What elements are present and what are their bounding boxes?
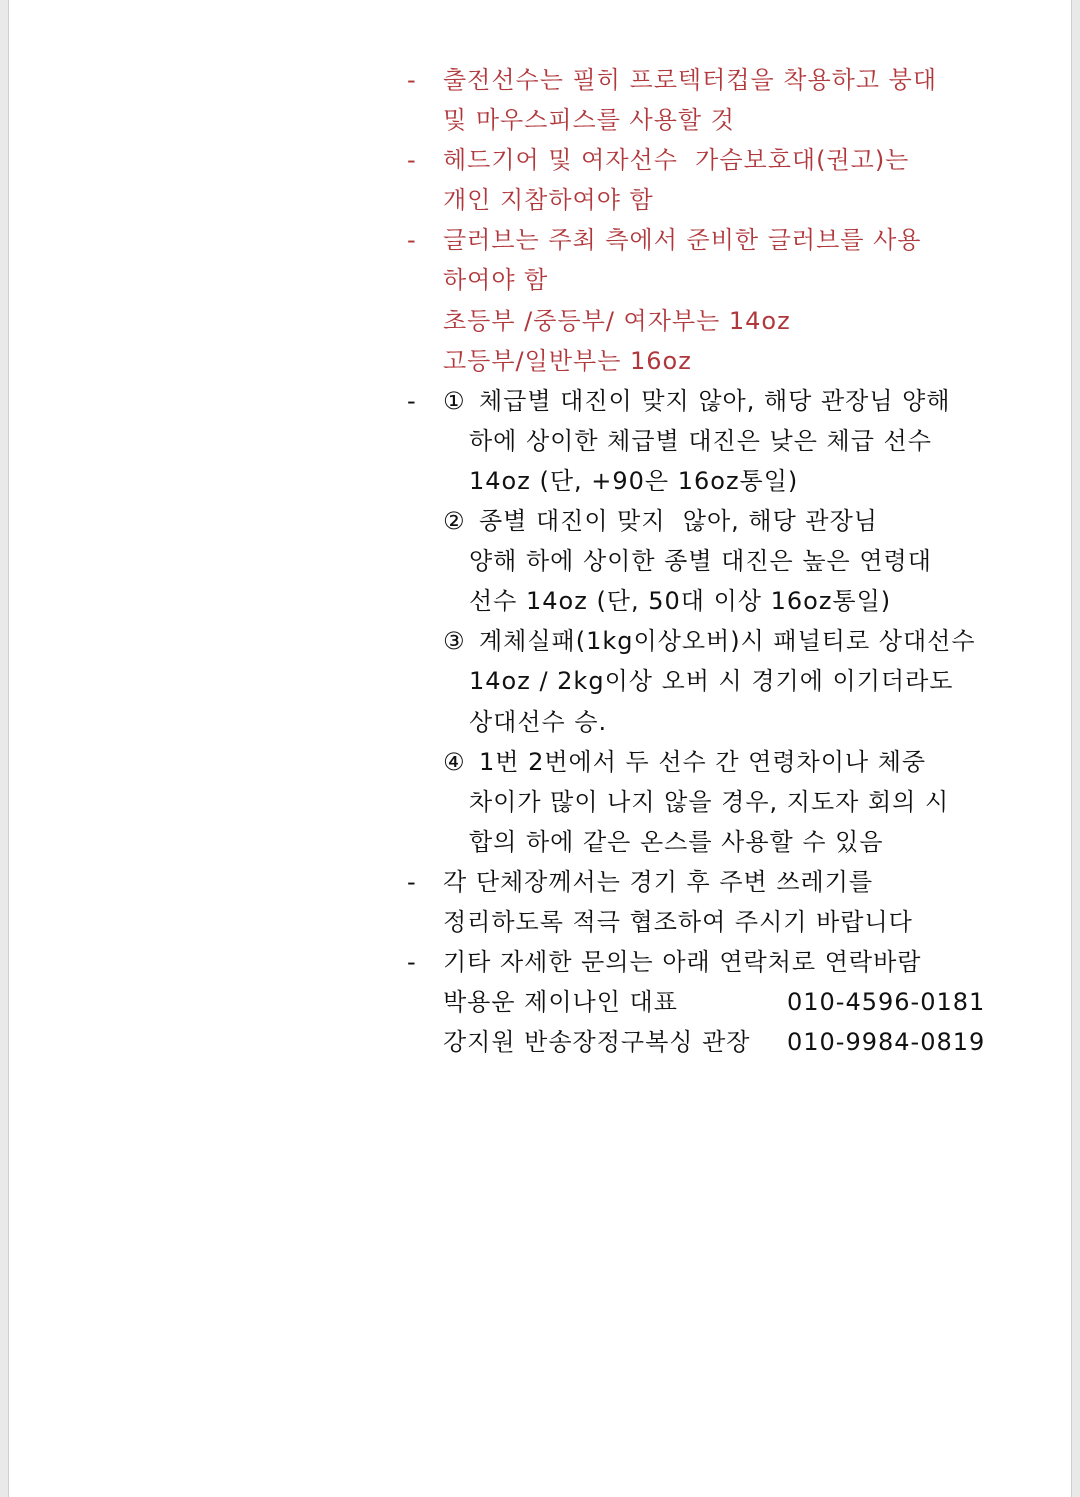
contact-row xyxy=(407,982,1047,1022)
bullet-dash: - xyxy=(407,146,417,175)
rule-age-class xyxy=(407,501,1047,541)
rule-gloves xyxy=(407,220,1047,260)
rule-headgear xyxy=(407,140,1047,180)
bullet-dash: - xyxy=(407,948,417,977)
rule-agreement-cont: 차이가 많이 나지 않을 경우, 지도자 회의 시 xyxy=(469,787,950,816)
bullet-dash: - xyxy=(407,226,417,255)
rule-agreement-cont: 합의 하에 같은 온스를 사용할 수 있음 xyxy=(469,827,884,856)
rule-text: 출전선수는 필히 프로텍터컵을 착용하고 붕대 xyxy=(443,66,938,94)
document-page xyxy=(8,0,1072,1497)
rule-cleanup xyxy=(407,862,1047,902)
rule-text: 1번 2번에서 두 선수 간 연령차이나 체중 xyxy=(479,747,927,776)
rule-gloves-16oz: 고등부/일반부는 16oz xyxy=(443,346,692,375)
contact-phone: 010-4596-0181 xyxy=(787,988,986,1017)
circled-number-1: ① xyxy=(443,386,466,415)
contact-phone: 010-9984-0819 xyxy=(787,1028,986,1057)
rule-cleanup-cont: 정리하도록 적극 협조하여 주시기 바랍니다 xyxy=(443,907,913,936)
rule-text: 글러브는 주최 측에서 준비한 글러브를 사용 xyxy=(443,226,922,255)
rule-gloves-14oz: 초등부 /중등부/ 여자부는 14oz xyxy=(443,306,791,335)
rule-text: 헤드기어 및 여자선수 가슴보호대(권고)는 xyxy=(443,146,910,175)
rule-weigh-in-cont: 상대선수 승. xyxy=(469,707,608,736)
rule-text: 각 단체장께서는 경기 후 주변 쓰레기를 xyxy=(443,867,874,896)
rule-protector xyxy=(407,60,1047,100)
bullet-dash: - xyxy=(407,867,417,896)
rule-weigh-in xyxy=(407,621,1047,661)
contact-name: 강지원 반송장정구복싱 관장 xyxy=(443,1028,751,1057)
contact-intro xyxy=(407,942,1047,982)
rule-weight-class-cont: 14oz (단, +90은 16oz통일) xyxy=(469,466,799,495)
rule-weigh-in-cont: 14oz / 2kg이상 오버 시 경기에 이기더라도 xyxy=(469,667,954,696)
rule-agreement xyxy=(407,742,1047,782)
bullet-dash: - xyxy=(407,66,417,94)
rule-weight-class xyxy=(407,381,1047,421)
circled-number-4: ④ xyxy=(443,747,466,776)
rule-age-class-cont: 양해 하에 상이한 종별 대진은 높은 연령대 xyxy=(469,547,932,576)
rule-text: 체급별 대진이 맞지 않아, 해당 관장님 양해 xyxy=(479,386,951,415)
circled-number-2: ② xyxy=(443,507,466,536)
rule-protector-cont: 및 마우스피스를 사용할 것 xyxy=(443,106,735,135)
rule-gloves-cont: 하여야 함 xyxy=(443,266,549,295)
rule-headgear-cont: 개인 지참하여야 함 xyxy=(443,186,654,215)
rule-text: 기타 자세한 문의는 아래 연락처로 연락바람 xyxy=(443,948,922,977)
rule-age-class-cont: 선수 14oz (단, 50대 이상 16oz통일) xyxy=(469,587,892,616)
circled-number-3: ③ xyxy=(443,627,466,656)
rule-text: 종별 대진이 맞지 않아, 해당 관장님 xyxy=(479,507,878,536)
bullet-dash: - xyxy=(407,386,417,415)
rule-weight-class-cont: 하에 상이한 체급별 대진은 낮은 체급 선수 xyxy=(469,426,932,455)
contact-name: 박용운 제이나인 대표 xyxy=(443,988,678,1017)
contact-row xyxy=(407,1022,1047,1062)
document-body xyxy=(407,60,1047,1062)
rule-text: 계체실패(1kg이상오버)시 패널티로 상대선수 xyxy=(479,627,976,656)
